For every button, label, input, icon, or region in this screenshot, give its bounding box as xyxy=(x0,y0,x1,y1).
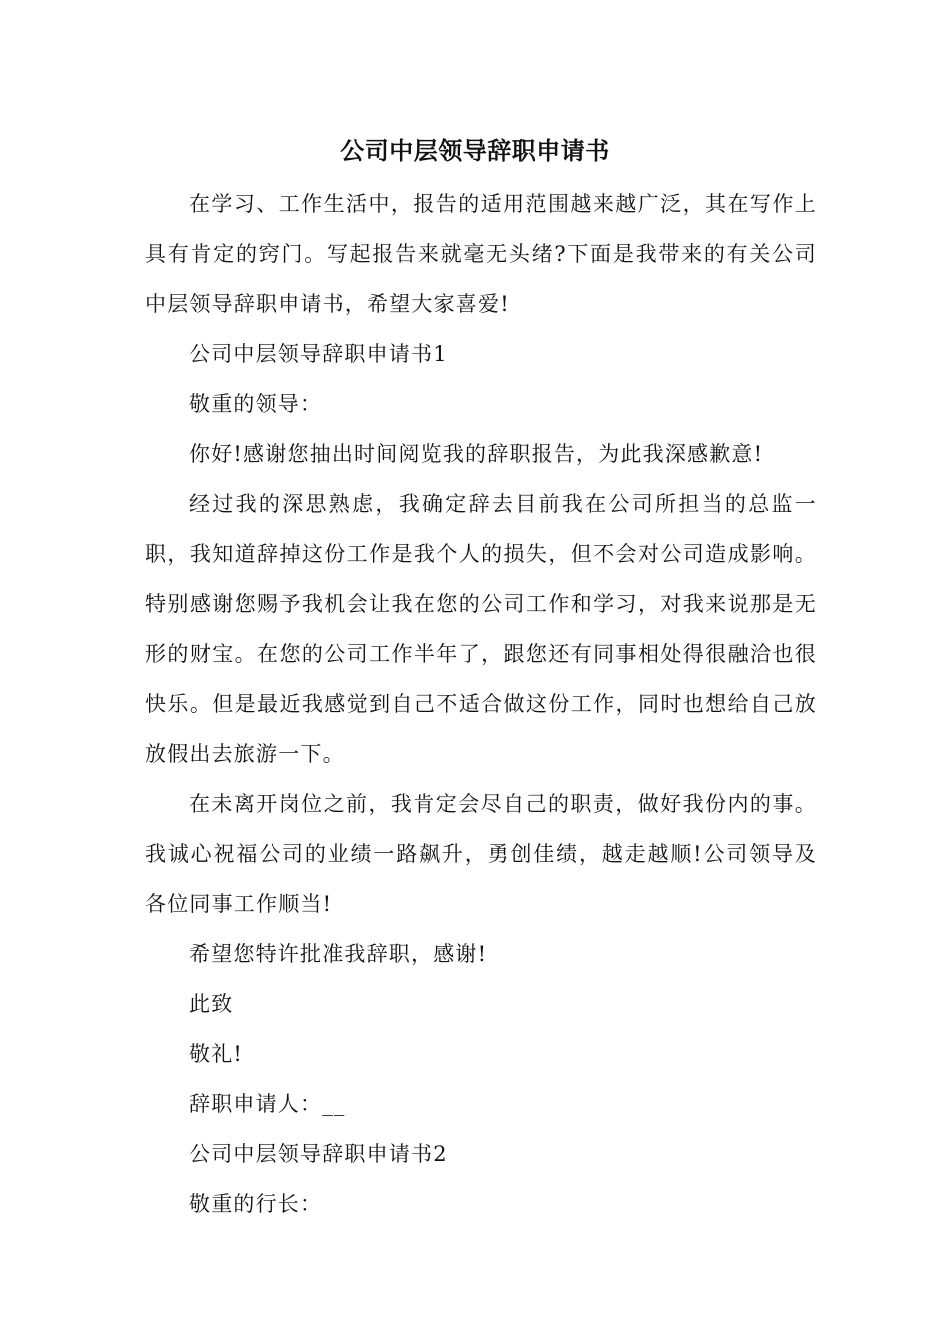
closing-line: 此致 xyxy=(189,992,234,1016)
body-paragraph-reason: 经过我的深思熟虑，我确定辞去目前我在公司所担当的总监一职，我知道辞掉这份工作是我个人的损失，但不会对公司造成影响。特别感谢您赐予我机会让我在您的公司工作和学习，对我来说那是无形的财宝。在您的公司工作半年了，跟您还有同事相处得很融洽也很快乐。但是最近我感觉到自己不适合做这份工作，同时也想给自己放放假出去旅游一下。 xyxy=(145,492,817,766)
salutation-1: 敬重的领导： xyxy=(189,392,323,416)
document-title: 公司中层领导辞职申请书 xyxy=(340,136,610,165)
salutation-2: 敬重的行长： xyxy=(189,1192,323,1216)
closing-salute: 敬礼! xyxy=(189,1042,244,1066)
body-paragraph-wishes: 在未离开岗位之前，我肯定会尽自己的职责，做好我份内的事。我诚心祝福公司的业绩一路飙升，勇创佳绩，越走越顺!公司领导及各位同事工作顺当! xyxy=(145,792,817,916)
intro-paragraph: 在学习、工作生活中，报告的适用范围越来越广泛，其在写作上具有肯定的窍门。写起报告来就毫无头绪?下面是我带来的有关公司中层领导辞职申请书，希望大家喜爱! xyxy=(145,192,817,316)
section-heading-2: 公司中层领导辞职申请书2 xyxy=(189,1142,448,1166)
greeting-paragraph: 你好!感谢您抽出时间阅览我的辞职报告，为此我深感歉意! xyxy=(189,442,764,466)
signature-line: 辞职申请人：__ xyxy=(189,1092,346,1116)
document-body xyxy=(145,179,817,1229)
section-heading-1: 公司中层领导辞职申请书1 xyxy=(189,342,448,366)
request-paragraph: 希望您特许批准我辞职，感谢! xyxy=(189,942,488,966)
